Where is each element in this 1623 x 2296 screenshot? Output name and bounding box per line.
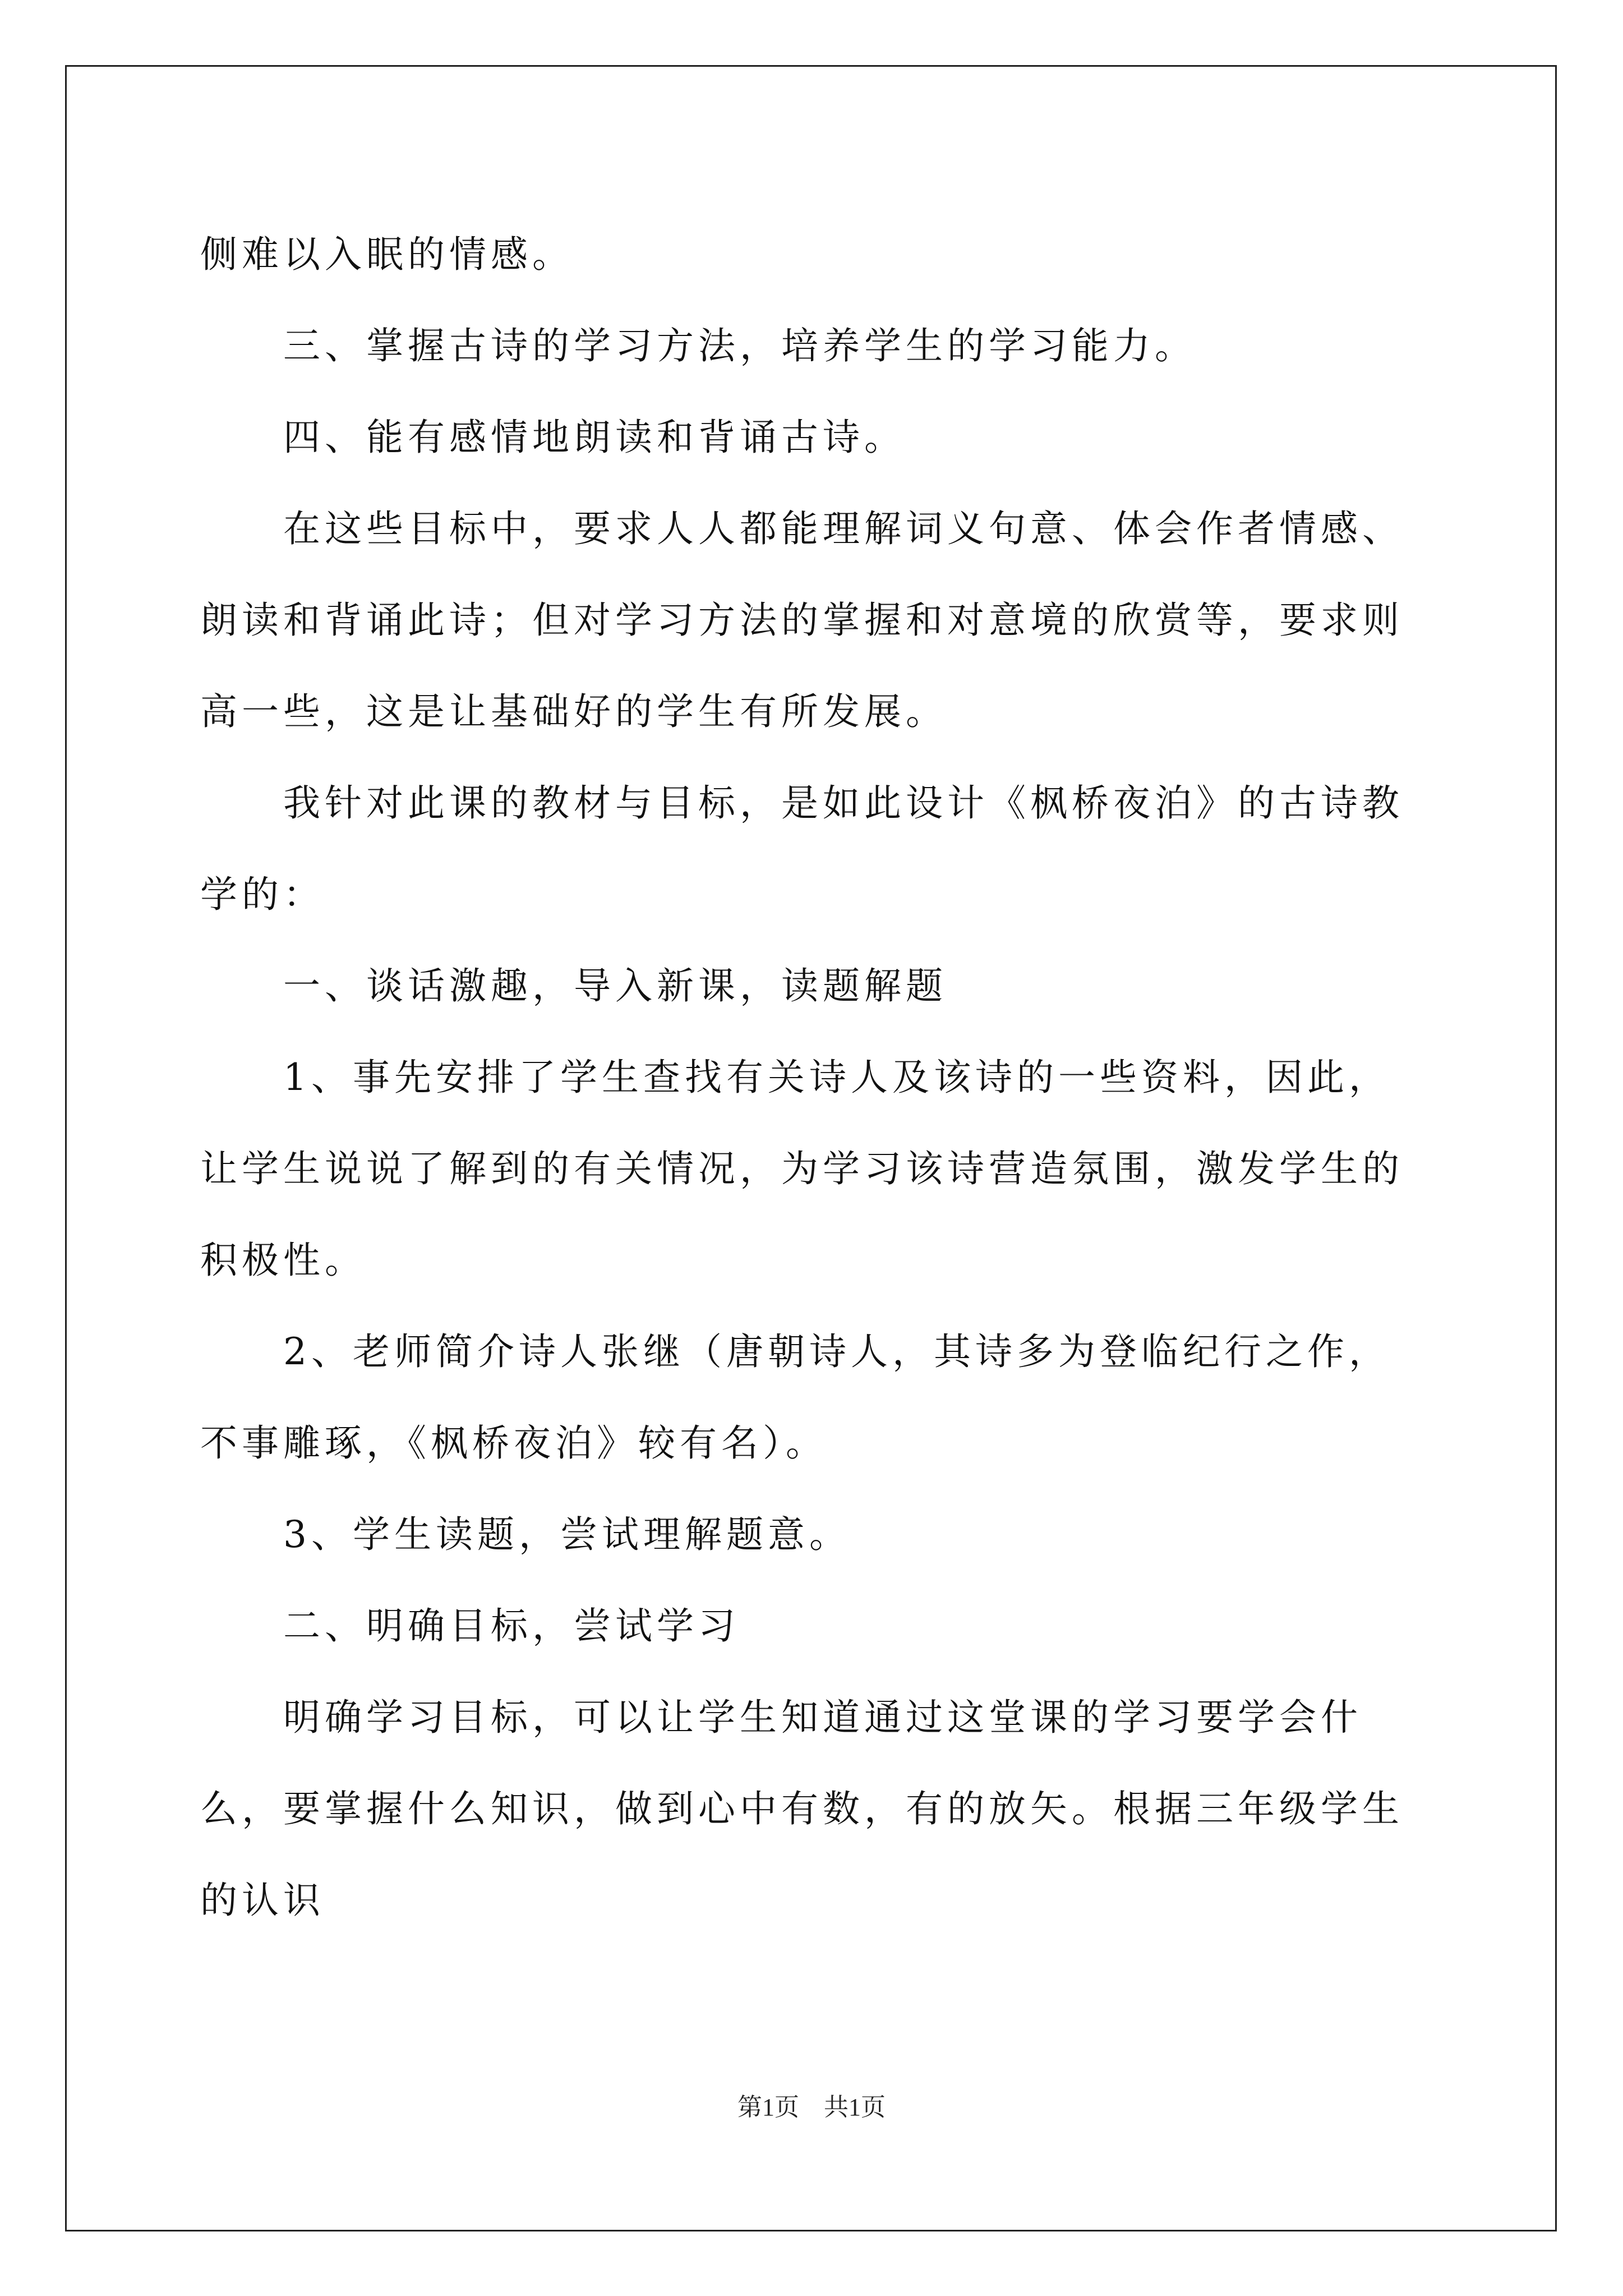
paragraph-objective-three: 三、掌握古诗的学习方法，培养学生的学习能力。: [283, 324, 1196, 367]
document-body: [200, 209, 1431, 1946]
paragraph-design-intro: 我针对此课的教材与目标，是如此设计《枫桥夜泊》的古诗教学的：: [200, 781, 1404, 916]
page-number-footer: 第1页 共1页: [737, 2093, 886, 2121]
paragraph-objectives-summary: 在这些目标中，要求人人都能理解词义句意、体会作者情感、朗读和背诵此诗；但对学习方法的掌握和对意境的欣赏等，要求则高一些，这是让基础好的学生有所发展。: [200, 507, 1404, 733]
paragraph-step-three: 3、学生读题，尝试理解题意。: [283, 1513, 851, 1556]
paragraph-continuation: 侧难以入眠的情感。: [200, 233, 574, 276]
section-heading-one: 一、谈话激趣，导入新课，读题解题: [283, 964, 947, 1007]
paragraph-objective-four: 四、能有感情地朗读和背诵古诗。: [283, 416, 906, 459]
paragraph-goals: 明确学习目标，可以让学生知道通过这堂课的学习要学会什么，要掌握什么知识，做到心中有数，有的放矢。根据三年级学生的认识: [200, 1696, 1404, 1922]
paragraph-step-two: 2、老师简介诗人张继（唐朝诗人，其诗多为登临纪行之作，不事雕琢，《枫桥夜泊》较有名）。: [200, 1330, 1390, 1465]
section-heading-two: 二、明确目标，尝试学习: [283, 1604, 740, 1648]
paragraph-step-one: 1、事先安排了学生查找有关诗人及该诗的一些资料，因此，让学生说说了解到的有关情况，为学习该诗营造氛围，激发学生的积极性。: [200, 1056, 1404, 1282]
